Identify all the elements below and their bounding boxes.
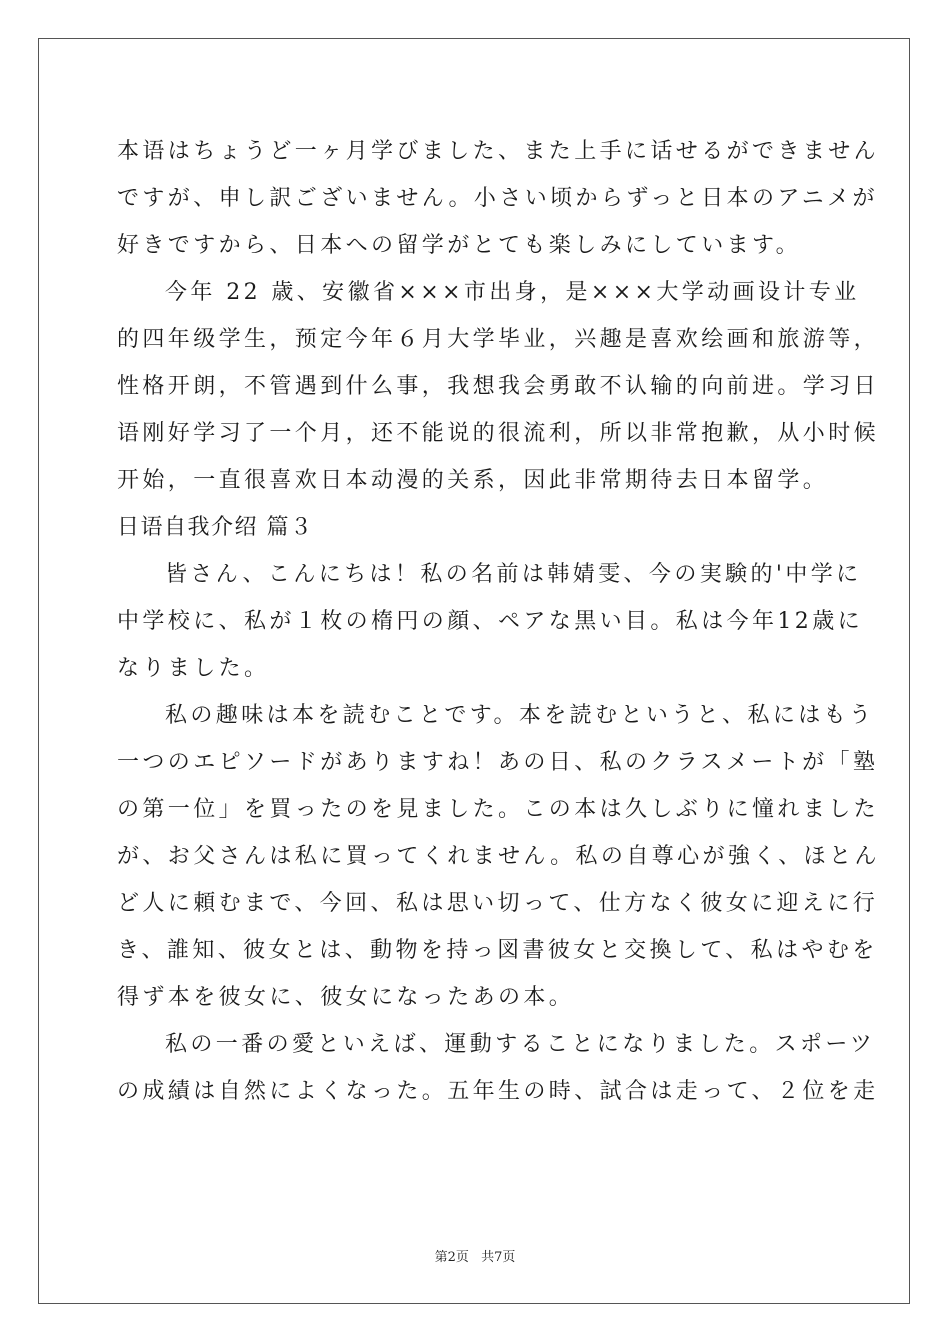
text-line: ど人に頼むまで、今回、私は思い切って、仕方なく彼女に迎えに行 — [117, 891, 879, 916]
text-line: の第一位」を買ったのを見ました。この本は久しぶりに憧れました — [117, 797, 880, 822]
section-paragraph-2 — [117, 692, 880, 1021]
text-line: 皆さん、こんにちは！私の名前は韩婧雯、今の実験的'中学に — [165, 562, 862, 587]
text-line: き、誰知、彼女とは、動物を持っ図書彼女と交換して、私はやむを — [117, 938, 878, 963]
text-line: 今年 22 歳、安徽省×××市出身，是×××大学动画设计专业 — [165, 280, 860, 305]
text-line: 语刚好学习了一个月，还不能说的很流利，所以非常抱歉，从小时候 — [117, 421, 880, 446]
section-paragraph-1 — [117, 551, 863, 692]
text-line: 一つのエピソードがありますね！あの日、私のクラスメートが「塾 — [117, 750, 879, 775]
text-line: 性格开朗，不管遇到什么事，我想我会勇敢不认输的向前进。学习日 — [117, 374, 880, 399]
text-line: ですが、申し訳ございません。小さい顷からずっと日本のアニメが — [117, 186, 878, 211]
text-line: 开始，一直很喜欢日本动漫的关系，因此非常期待去日本留学。 — [117, 468, 829, 493]
document-body — [117, 128, 880, 1115]
page-number: 第2页 — [434, 1250, 469, 1265]
text-line: 的四年级学生，预定今年６月大学毕业，兴趣是喜欢绘画和旅游等， — [117, 327, 880, 352]
text-line: 得ず本を彼女に、彼女になったあの本。 — [117, 985, 575, 1010]
text-line: なりました。 — [117, 656, 270, 681]
text-line: 本语はちょうど一ヶ月学びました、また上手に话せるができません — [117, 139, 880, 164]
text-line: 私の一番の愛といえば、運動することになりました。スポーツ — [165, 1032, 876, 1057]
text-line: 私の趣味は本を読むことです。本を読むというと、私にはもう — [165, 703, 875, 728]
text-line: 中学校に、私が１枚の楕円の顔、ペアな黒い目。私は今年12歳に — [117, 609, 863, 634]
paragraph-1 — [117, 128, 880, 269]
text-line: の成績は自然によくなった。五年生の時、試合は走って、２位を走 — [117, 1079, 879, 1104]
paragraph-2 — [117, 269, 880, 504]
text-line: が、お父さんは私に買ってくれません。私の自尊心が強く、ほとん — [117, 844, 880, 869]
section-paragraph-3 — [117, 1021, 879, 1115]
text-line: 好きですから、日本への留学がとても楽しみにしています。 — [117, 233, 802, 258]
page-total: 共7页 — [481, 1250, 516, 1265]
section-heading: 日语自我介绍 篇３ — [117, 515, 314, 540]
page-footer — [0, 1246, 950, 1265]
